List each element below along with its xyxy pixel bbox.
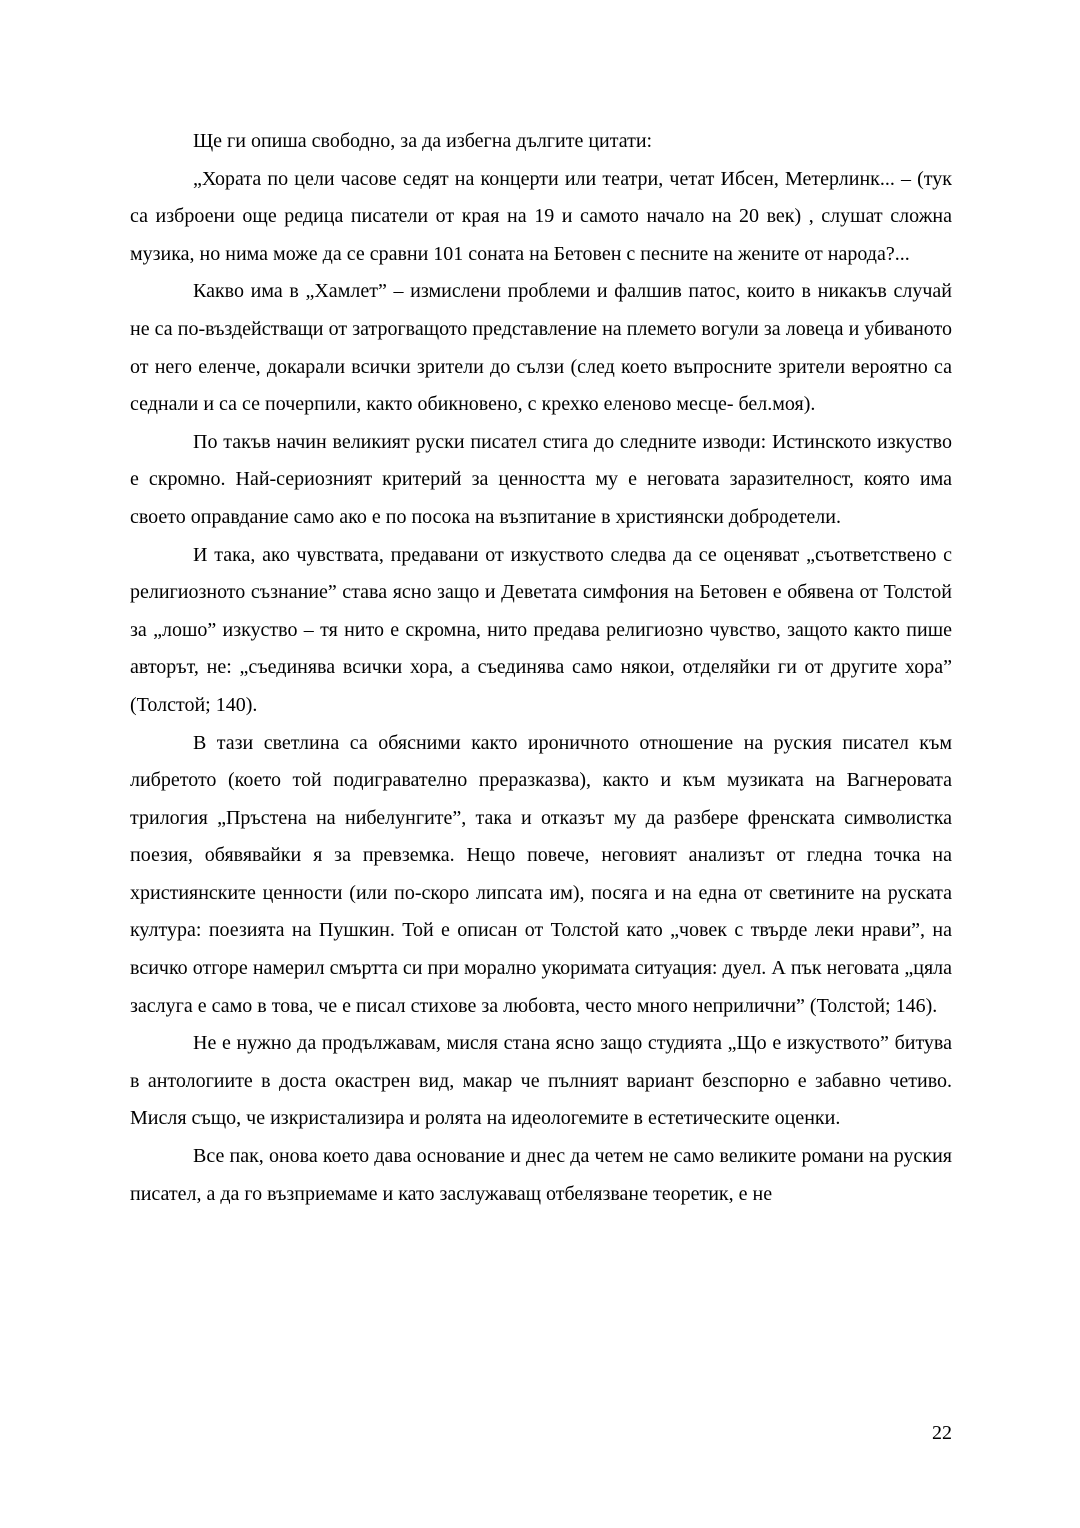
paragraph-7: Не е нужно да продължавам, мисля стана ясно защо студията „Що е изкуството” битува в антологиите в доста окастрен вид, макар че пълният вариант безспорно е забавно четиво. Мисля също, че изкристализира и ролята на идеологемите в естетическите оценки. [130, 1032, 952, 1130]
paragraph-1: Ще ги опиша свободно, за да избегна дългите цитати: [193, 130, 653, 152]
paragraph-6: В тази светлина са обясними както ироничното отношение на руския писател към либретото (което той подигравателно преразказва), както и към музиката на Вагнеровата трилогия „Пръстена на нибелунгите”, така и отказът му да разбере френската символистка поезия, обявявайки я за превземка. Нещо повече, неговият анализът от гледна точка на християнските ценности (или по-скоро липсата им), посяга и на една от светините на руската култура: поезията на Пушкин. Той е описан от Толстой като „човек с твърде леки нрави”, на всичко отгоре намерил смъртта си при морално укоримата ситуация: дуел. А пък неговата „цяла заслуга е само в това, че е писал стихове за любовта, често много неприлични” (Толстой; 146). [130, 731, 952, 1017]
paragraph-8: Все пак, онова което дава основание и днес да четем не само великите романи на руския писател, а да го възприемаме и като заслужаващ отбелязване теоретик, е не [130, 1145, 952, 1205]
page-number: 22 [932, 1422, 952, 1444]
paragraph-3: Какво има в „Хамлет” – измислени проблеми и фалшив патос, които в никакъв случай не са по-въздействащи от затрогващото представление на племето вогули за ловеца и убиваното от него еленче, докарали всички зрители до сълзи (след което въпросните зрители вероятно са седнали и са се почерпили, както обикновено, с крехко еленово месце- бел.моя). [130, 280, 952, 416]
body-text [130, 123, 952, 1213]
paragraph-5: И така, ако чувствата, предавани от изкуството следва да се оценяват „съответствено с религиозното съзнание” става ясно защо и Деветата симфония на Бетовен е обявена от Толстой за „лошо” изкуство – тя нито е скромна, нито предава религиозно чувство, защото както пише авторът, не: „съединява всички хора, а съединява само някои, отделяйки ги от другите хора” (Толстой; 140). [130, 543, 952, 716]
paragraph-4: По такъв начин великият руски писател стига до следните изводи: Истинското изкуство е скромно. Най-сериозният критерий за ценността му е неговата заразителност, която има своето оправдание само ако е по посока на възпитание в християнски добродетели. [130, 430, 952, 528]
paragraph-2: „Хората по цели часове седят на концерти или театри, четат Ибсен, Метерлинк... – (тук са изброени още редица писатели от края на 19 и самото начало на 20 век) , слушат сложна музика, но нима може да се сравни 101 соната на Бетовен с песните на жените от народа?... [130, 167, 952, 265]
